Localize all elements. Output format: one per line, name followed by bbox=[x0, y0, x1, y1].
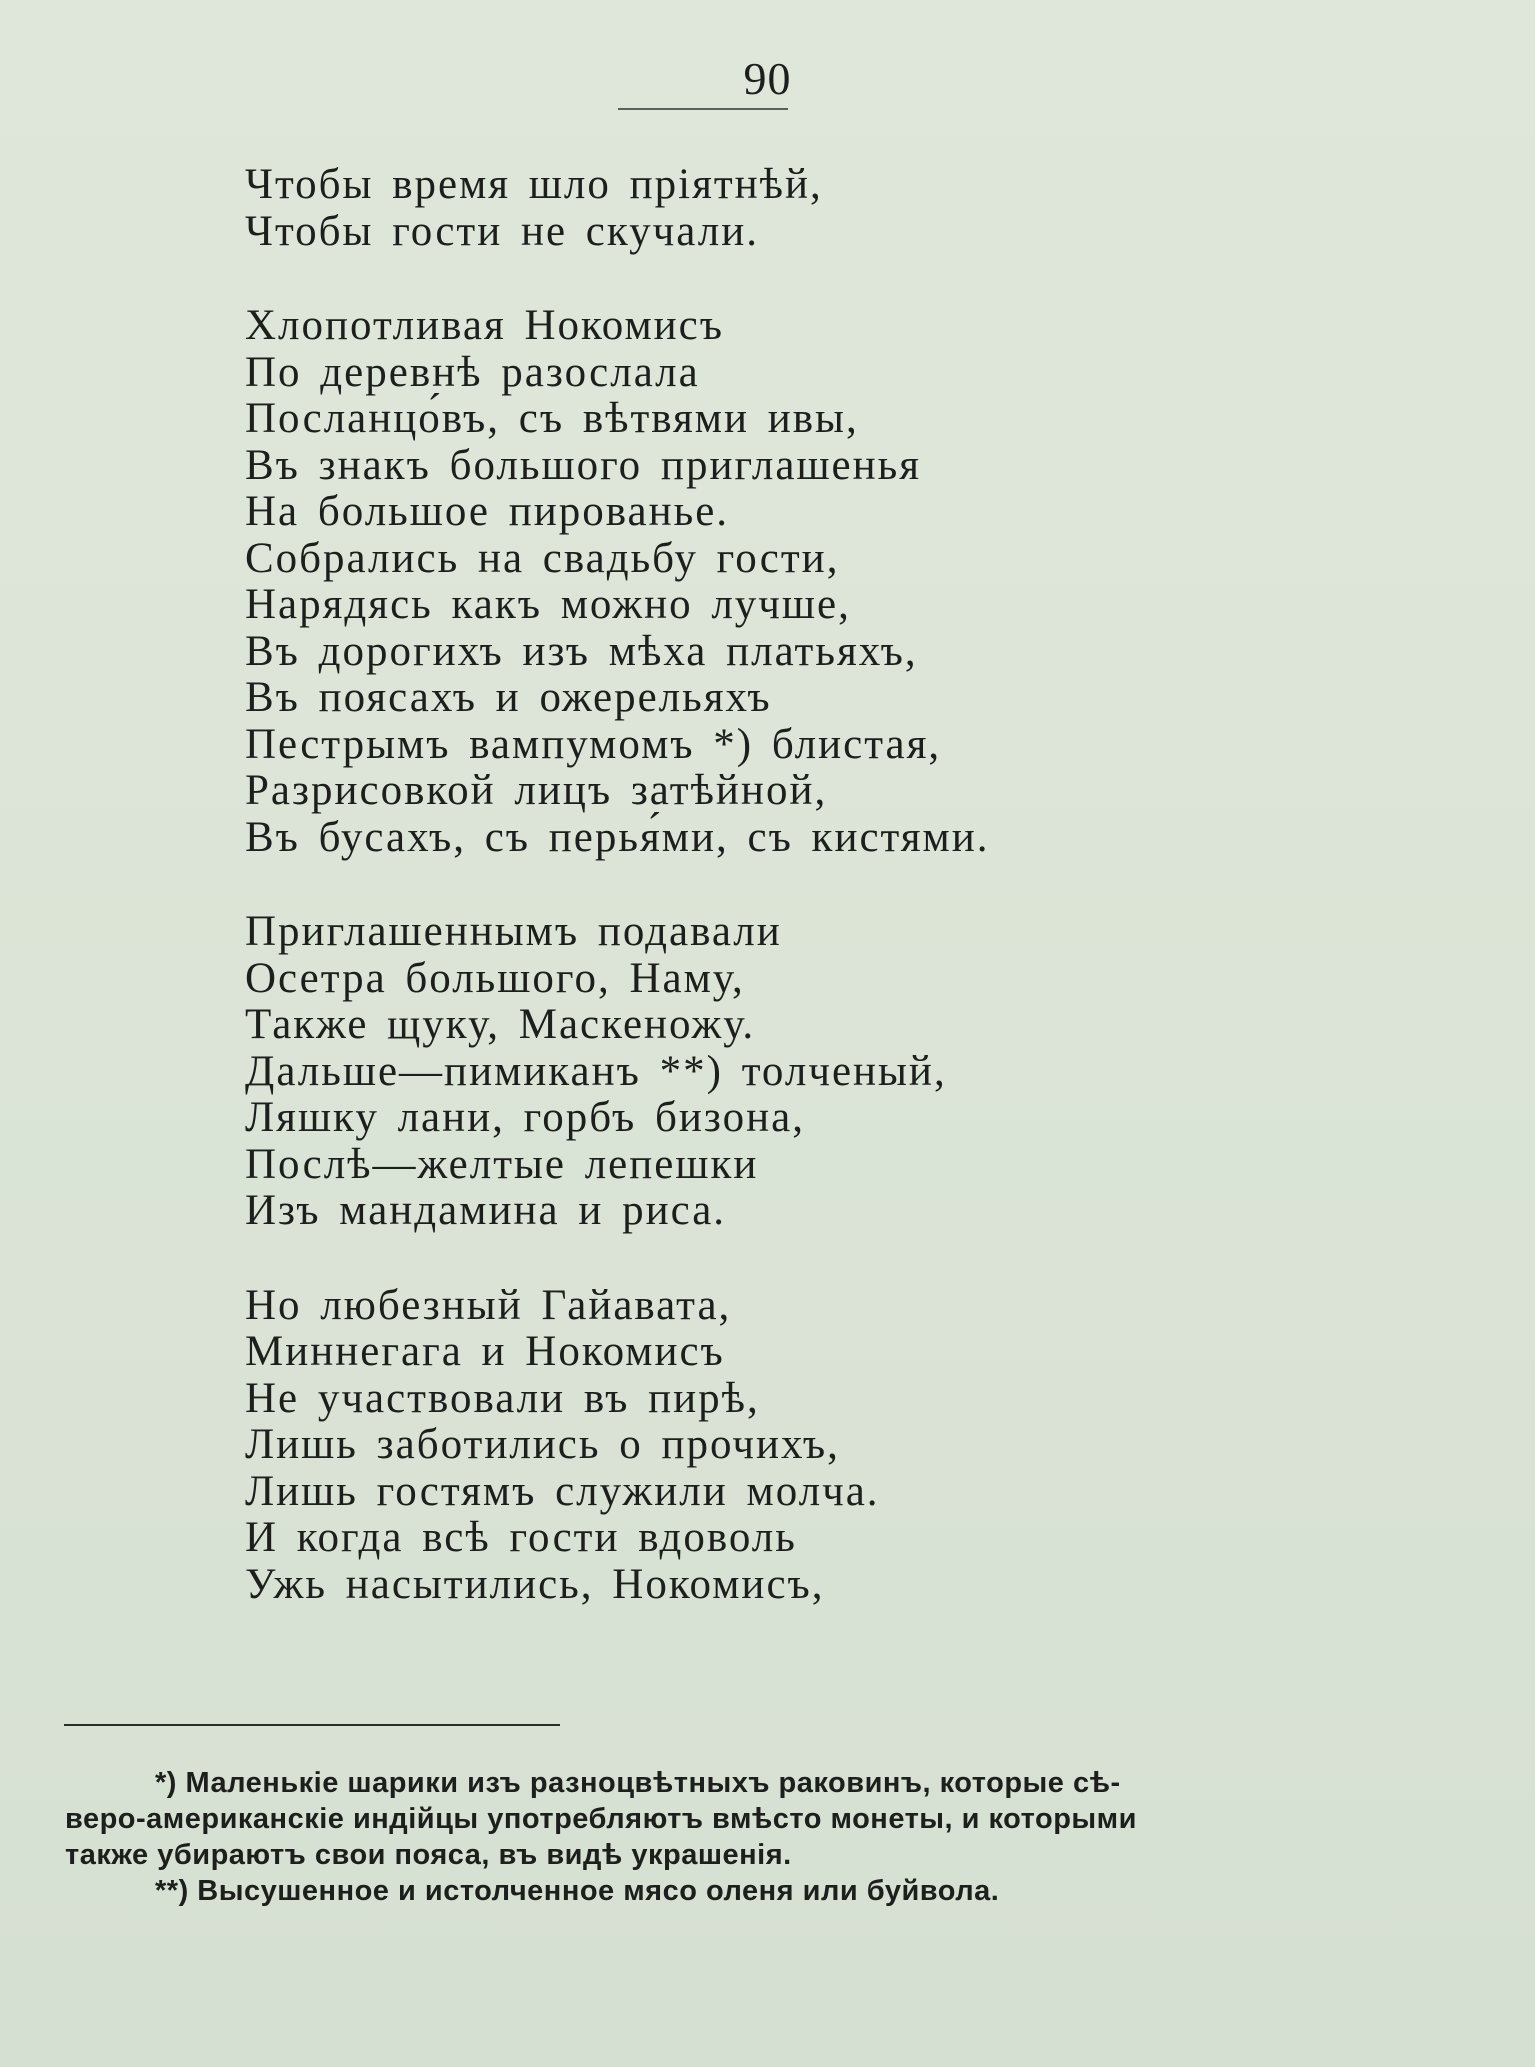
poem-line: Чтобы гости не скучали. bbox=[245, 207, 759, 255]
poem-line: Лишь заботились о прочихъ, bbox=[245, 1421, 840, 1468]
poem-body bbox=[245, 162, 1395, 1656]
poem-line: Собрались на свадьбу гости, bbox=[245, 534, 840, 582]
poem-line: И когда всѣ гости вдоволь bbox=[245, 1514, 797, 1561]
poem-line: Ляшку лани, горбъ бизона, bbox=[245, 1094, 805, 1141]
poem-line: По деревнѣ разослала bbox=[245, 348, 700, 396]
poem-line: Миннегага и Нокомисъ bbox=[245, 1328, 725, 1375]
poem-line: Разрисовкой лицъ затѣйной, bbox=[245, 767, 828, 814]
stanza bbox=[245, 909, 1395, 1235]
poem-line: Но любезный Гайавата, bbox=[245, 1281, 732, 1329]
stanza bbox=[245, 303, 1395, 861]
poem-line: На большое пированье. bbox=[245, 488, 730, 535]
poem-line: Въ бусахъ, съ перья́ми, съ кистями. bbox=[245, 813, 990, 861]
poem-line: Изъ мандамина и риса. bbox=[245, 1187, 727, 1234]
poem-line: Лишь гостямъ служили молча. bbox=[245, 1467, 880, 1515]
footnote-line: **) Высушенное и истолченное мясо оленя или буйвола. bbox=[155, 1875, 1000, 1907]
poem-line: Чтобы время шло пріятнѣй, bbox=[245, 161, 823, 208]
poem-line: Приглашеннымъ подавали bbox=[245, 908, 782, 955]
footnote-line: *) Маленькіе шарики изъ разноцвѣтныхъ раковинъ, которые сѣ- bbox=[155, 1767, 1121, 1799]
footnote-line: веро-американскіе индійцы употребляютъ вмѣсто монеты, и которыми bbox=[65, 1803, 1137, 1835]
poem-line: Пестрымъ вампумомъ *) блистая, bbox=[245, 720, 942, 768]
footnotes bbox=[65, 1765, 1465, 1909]
poem-line: Дальше—пимиканъ **) толченый, bbox=[245, 1047, 947, 1095]
poem-line: Хлопотливая Нокомисъ bbox=[245, 302, 724, 349]
poem-line: Послѣ—желтые лепешки bbox=[245, 1140, 759, 1188]
poem-line: Осетра большого, Наму, bbox=[245, 954, 745, 1002]
poem-line: Въ поясахъ и ожерельяхъ bbox=[245, 674, 772, 721]
footnote bbox=[65, 1765, 1465, 1873]
footnote-line: также убираютъ свои пояса, въ видѣ украшенія. bbox=[65, 1839, 792, 1871]
poem-line: Въ дорогихъ изъ мѣха платьяхъ, bbox=[245, 627, 918, 675]
poem-line: Также щуку, Маскеножу. bbox=[245, 1001, 756, 1048]
poem-line: Посланцо́въ, съ вѣтвями ивы, bbox=[245, 395, 859, 442]
poem-line: Ужь насытились, Нокомисъ, bbox=[245, 1560, 825, 1608]
page-number-rule bbox=[618, 108, 788, 110]
page-number: 90 bbox=[743, 53, 792, 104]
poem-line: Въ знакъ большого приглашенья bbox=[245, 441, 922, 489]
footnote-rule bbox=[64, 1724, 560, 1726]
poem-line: Нарядясь какъ можно лучше, bbox=[245, 581, 851, 628]
poem-line: Не участвовали въ пирѣ, bbox=[245, 1374, 760, 1422]
stanza bbox=[245, 1283, 1395, 1609]
stanza bbox=[245, 162, 1395, 255]
footnote bbox=[95, 1873, 1465, 1909]
